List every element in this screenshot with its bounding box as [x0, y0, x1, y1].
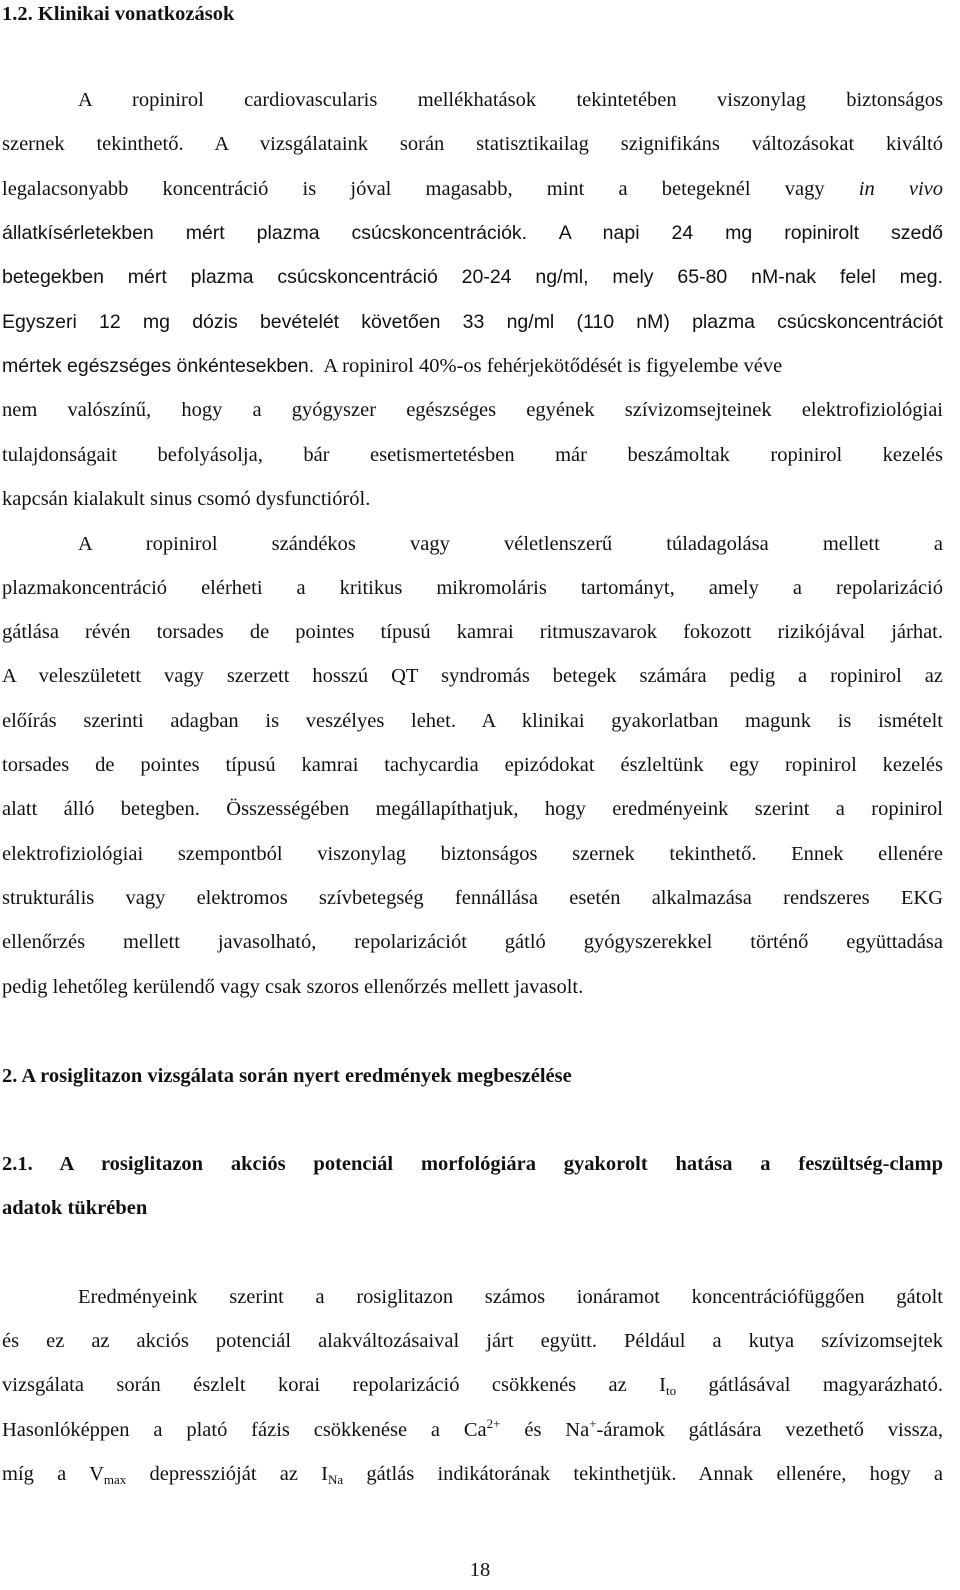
paragraph-line: és ez az akciós potenciál alakváltozásaival járt együtt. Például a kutya szívizomsejtek [2, 1330, 943, 1352]
paragraph-line: strukturális vagy elektromos szívbetegség fennállása esetén alkalmazása rendszeres EKG [2, 887, 943, 909]
text-span: vizsgálata során észlelt korai repolarizáció csökkenés az I [2, 1374, 666, 1396]
paragraph-line: ellenőrzés mellett javasolható, repolarizációt gátló gyógyszerekkel történő együttadása [2, 931, 943, 953]
text-span: Hasonlóképpen a plató fázis csökkenése a Ca [2, 1419, 487, 1441]
paragraph-line: A veleszületett vagy szerzett hosszú QT syndromás betegek számára pedig a ropinirol az [2, 665, 943, 687]
text-span: gátlásával magyarázható. [676, 1374, 943, 1396]
paragraph-line: Eredményeink szerint a rosiglitazon számos ionáramot koncentrációfüggően gátolt [78, 1286, 943, 1308]
text-span: állatkísérletekben mért plazma csúcskoncentrációk. [2, 222, 528, 244]
superscript: + [589, 1416, 597, 1431]
text-span: legalacsonyabb koncentráció is jóval magasabb, mint a betegeknél vagy [2, 178, 825, 200]
paragraph-line: gátlása révén torsades de pointes típusú kamrai ritmuszavarok fokozott rizikójával járhat. [2, 621, 943, 643]
paragraph-line [2, 219, 943, 247]
paragraph-line: torsades de pointes típusú kamrai tachycardia epizódokat észleltünk egy ropinirol kezelés [2, 754, 943, 776]
subscript: Na [328, 1472, 344, 1487]
paragraph-line: A ropinirol szándékos vagy véletlenszerű túladagolása mellett a [78, 533, 943, 555]
text-span: gátlás indikátorának tekinthetjük. Annak ellenére, hogy a [343, 1463, 943, 1485]
paragraph-line [2, 1416, 943, 1444]
text-span: depresszióját az I [126, 1463, 329, 1485]
text-span: A napi 24 mg ropinirolt szedő [558, 222, 944, 244]
subscript: to [666, 1383, 677, 1398]
paragraph-line: pedig lehetőleg kerülendő vagy csak szoros ellenőrzés mellett javasolt. [2, 976, 584, 998]
paragraph-line: nem valószínű, hogy a gyógyszer egészséges egyének szívizomsejteinek elektrofiziológiai [2, 399, 943, 421]
text-span: míg a V [2, 1463, 104, 1485]
text-span: A ropinirol 40%-os fehérjekötődését is figyelembe véve [323, 355, 783, 377]
paragraph-line: kapcsán kialakult sinus csomó dysfunctióról. [2, 488, 371, 510]
section-heading-1-2: 1.2. Klinikai vonatkozások [2, 3, 235, 25]
paragraph-line: A ropinirol cardiovascularis mellékhatások tekintetében viszonylag biztonságos [78, 89, 943, 111]
paragraph-line: elektrofiziológiai szempontból viszonylag biztonságos szernek tekinthető. Ennek ellenére [2, 843, 943, 865]
paragraph-line: előírás szerinti adagban is veszélyes lehet. A klinikai gyakorlatban magunk is ismételt [2, 710, 943, 732]
paragraph-line [2, 352, 943, 380]
paragraph-line [2, 1371, 943, 1399]
subscript: max [103, 1472, 127, 1487]
text-span: -áramok gátlására vezethető vissza, [596, 1419, 943, 1441]
paragraph-line: szernek tekinthető. A vizsgálataink során statisztikailag szignifikáns változásokat kiváltó [2, 133, 943, 155]
section-heading-2: 2. A rosiglitazon vizsgálata során nyert eredmények megbeszélése [2, 1065, 572, 1087]
paragraph-line [2, 1460, 943, 1488]
paragraph-line: betegekben mért plazma csúcskoncentráció 20-24 ng/ml, mely 65-80 nM-nak felel meg. [2, 266, 943, 288]
superscript: 2+ [486, 1416, 501, 1431]
paragraph-line: alatt álló betegben. Összességében megállapíthatjuk, hogy eredményeink szerint a ropinirol [2, 798, 943, 820]
text-span: és Na [500, 1419, 590, 1441]
paragraph-line: Egyszeri 12 mg dózis bevételét követően 33 ng/ml (110 nM) plazma csúcskoncentrációt [2, 311, 943, 333]
section-heading-2-1-line2: adatok tükrében [2, 1197, 148, 1219]
italic-term: in vivo [858, 178, 944, 200]
paragraph-line: plazmakoncentráció elérheti a kritikus mikromoláris tartományt, amely a repolarizáció [2, 577, 943, 599]
paragraph-line [2, 175, 943, 203]
text-span: mértek egészséges önkéntesekben. [2, 355, 315, 377]
section-heading-2-1-line1: 2.1. A rosiglitazon akciós potenciál morfológiára gyakorolt hatása a feszültség-clamp [2, 1153, 943, 1175]
page-number: 18 [469, 1559, 491, 1581]
paragraph-line: tulajdonságait befolyásolja, bár esetismertetésben már beszámoltak ropinirol kezelés [2, 444, 943, 466]
